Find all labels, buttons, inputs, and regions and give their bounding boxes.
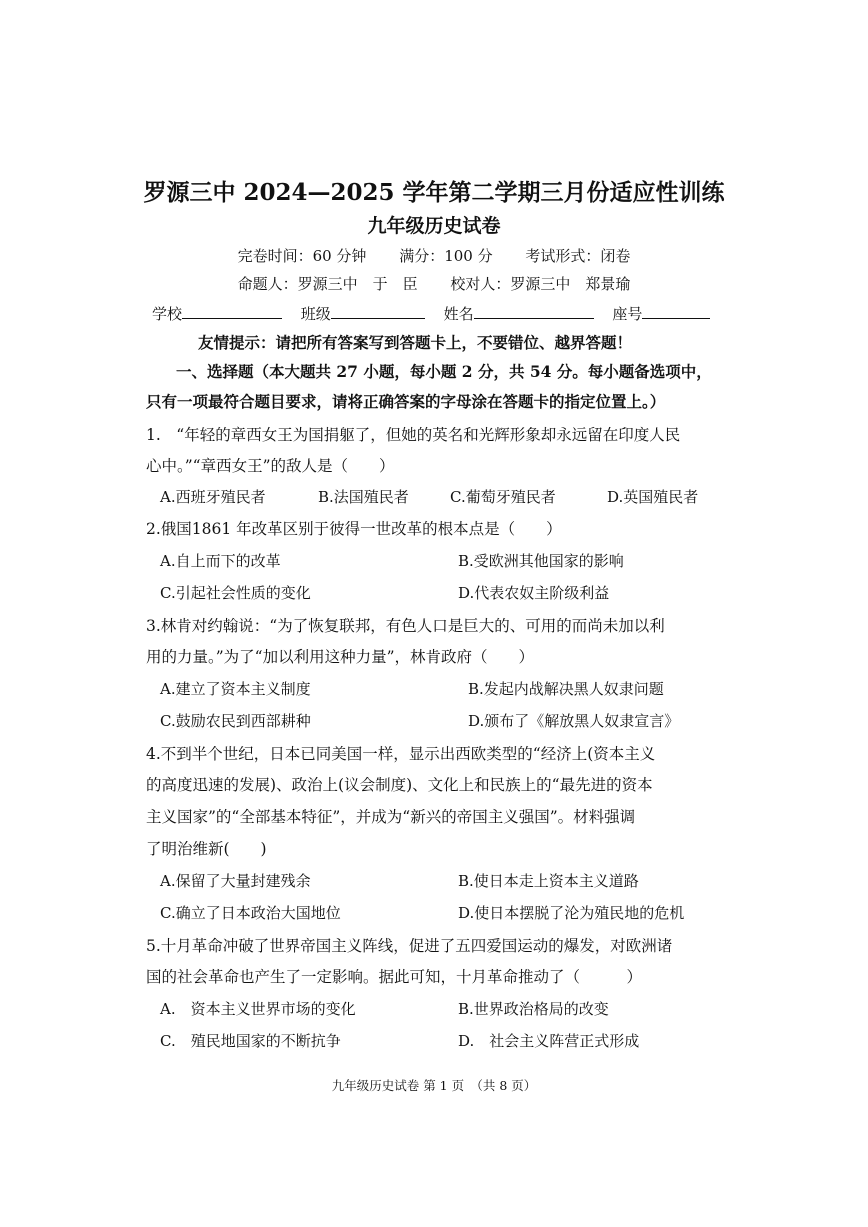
question-3-option-c: C.鼓励农民到西部耕种 [160,712,311,730]
question-1-line1: 1. “年轻的章西女王为国捐躯了，但她的英名和光辉形象却永远留在印度人民 [146,426,681,444]
seat-field: 座号 [612,303,710,324]
question-4-option-d: D.使日本摆脱了沦为殖民地的危机 [458,904,685,922]
question-2-line1: 2.俄国1861 年改革区别于彼得一世改革的根本点是（ ） [146,520,562,538]
question-5-line1: 5.十月革命冲破了世界帝国主义阵线，促进了五四爱国运动的爆发，对欧洲诸 [146,937,673,955]
question-3-option-d: D.颁布了《解放黑人奴隶宣言》 [468,712,680,730]
page-footer: 九年级历史试卷 第 1 页 （共 8 页） [331,1078,537,1093]
question-5-option-a: A. 资本主义世界市场的变化 [160,1000,356,1018]
question-4-line3: 主义国家”的“全部基本特征”，并成为“新兴的帝国主义强国”。材料强调 [146,808,636,826]
exam-format: 考试形式：闭卷 [525,247,631,265]
question-5-option-d: D. 社会主义阵营正式形成 [458,1032,640,1050]
checker: 校对人：罗源三中 郑景瑜 [450,275,631,293]
question-4-option-c: C.确立了日本政治大国地位 [160,904,341,922]
name-field: 姓名 [444,303,594,324]
friendly-tip: 友情提示：请把所有答案写到答题卡上，不要错位、越界答题！ [198,333,633,352]
question-1-line2: 心中。”“章西女王”的敌人是（ ） [146,457,395,475]
question-5-option-c: C. 殖民地国家的不断抗争 [160,1032,341,1050]
exam-title: 罗源三中 2024—2025 学年第二学期三月份适应性训练 [143,179,725,206]
section-heading-line1: 一、选择题（本大题共 27 小题，每小题 2 分，共 54 分。每小题备选项中， [176,362,712,381]
exam-authors [0,273,868,294]
student-fields [152,303,724,324]
question-3-option-b: B.发起内战解决黑人奴隶问题 [468,680,664,698]
question-4-line1: 4.不到半个世纪，日本已同美国一样，显示出西欧类型的“经济上(资本主义 [146,745,656,763]
question-1-option-a: A.西班牙殖民者 [160,488,266,506]
question-4-line2: 的高度迅速的发展)、政治上(议会制度)、文化上和民族上的“最先进的资本 [146,776,653,794]
section-heading-line2: 只有一项最符合题目要求，请将正确答案的字母涂在答题卡的指定位置上。） [146,392,666,411]
question-1-option-c: C.葡萄牙殖民者 [450,488,556,506]
question-5-option-b: B.世界政治格局的改变 [458,1000,609,1018]
question-2-option-a: A.自上而下的改革 [160,552,281,570]
exam-info [0,245,868,266]
question-4-line4: 了明治维新( ) [146,840,267,858]
exam-subtitle: 九年级历史试卷 [367,215,501,237]
question-4-option-b: B.使日本走上资本主义道路 [458,872,639,890]
question-2-option-d: D.代表农奴主阶级利益 [458,584,610,602]
exam-score: 满分：100 分 [399,247,493,265]
question-2-option-b: B.受欧洲其他国家的影响 [458,552,624,570]
question-5-line2: 国的社会革命也产生了一定影响。据此可知，十月革命推动了（ ） [146,968,643,986]
setter: 命题人：罗源三中 于 臣 [237,275,418,293]
question-2-option-c: C.引起社会性质的变化 [160,584,311,602]
exam-time: 完卷时间：60 分钟 [237,247,367,265]
question-4-option-a: A.保留了大量封建残余 [160,872,311,890]
question-3-option-a: A.建立了资本主义制度 [160,680,311,698]
question-1-option-d: D.英国殖民者 [607,488,699,506]
class-field: 班级 [301,303,425,324]
question-3-line1: 3.林肯对约翰说：“为了恢复联邦，有色人口是巨大的、可用的而尚未加以利 [146,617,665,635]
question-1-option-b: B.法国殖民者 [318,488,409,506]
school-field: 学校 [152,303,282,324]
question-3-line2: 用的力量。”为了“加以利用这种力量”，林肯政府（ ） [146,648,535,666]
